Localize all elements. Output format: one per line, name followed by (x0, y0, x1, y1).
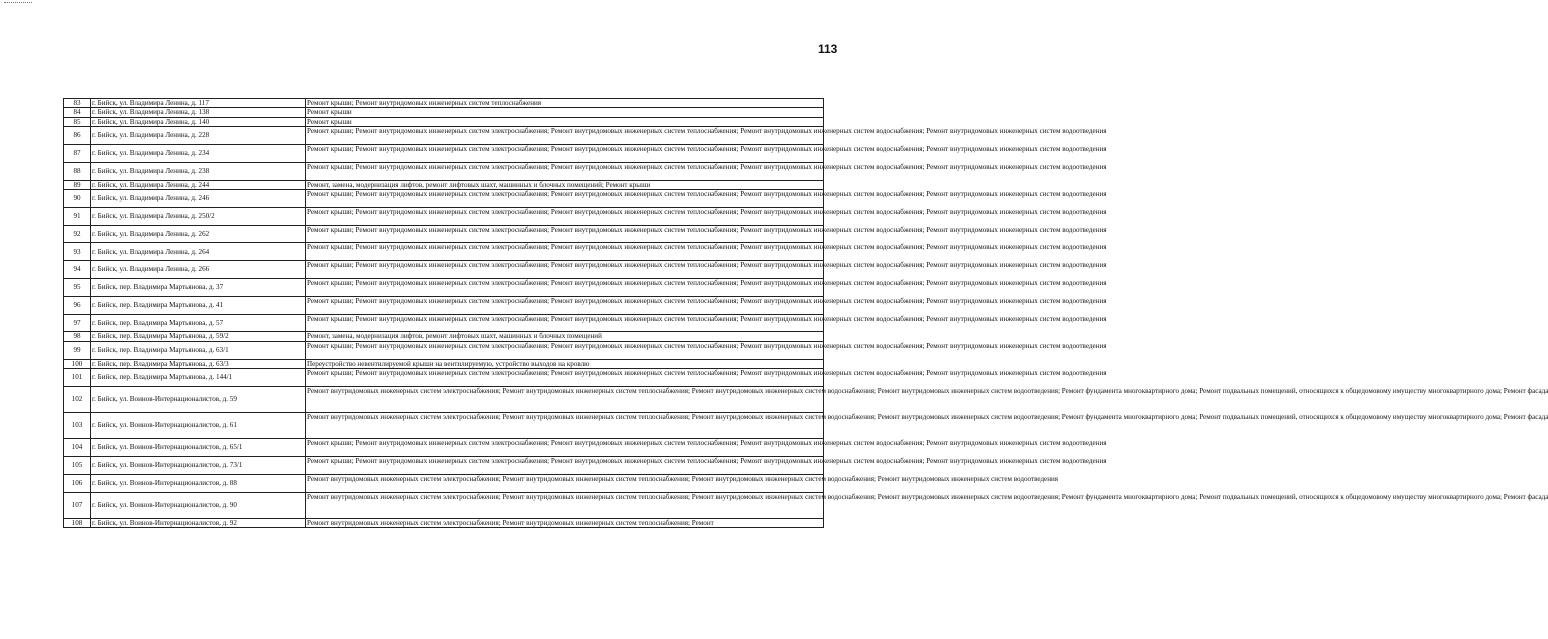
row-address: г. Бийск, ул. Владимира Ленина, д. 138 (91, 108, 306, 117)
table-row (64, 296, 824, 314)
row-work-types (306, 341, 1107, 359)
row-work-types (306, 117, 824, 126)
row-number: 83 (64, 99, 91, 108)
table-row (64, 332, 824, 341)
row-work-text: Ремонт крыши; Ремонт внутридомовых инженерных систем электроснабжения; Ремонт внутридомовых инженерных систем теплоснабжения; Ремонт внутридомовых инженерных систем водоснабжения; Ремонт внутридомовых инженерных систем водоотведения (307, 207, 1107, 216)
table-row (64, 190, 824, 208)
row-work-text: Ремонт крыши; Ремонт внутридомовых инженерных систем электроснабжения; Ремонт внутридомовых инженерных систем теплоснабжения; Ремонт внутридомовых инженерных систем водоснабжения; Ремонт внутридомовых инженерных систем водоотведения (307, 439, 1107, 448)
row-work-text: Ремонт крыши; Ремонт внутридомовых инженерных систем электроснабжения; Ремонт внутридомовых инженерных систем теплоснабжения; Ремонт внутридомовых инженерных систем водоснабжения; Ремонт внутридомовых инженерных систем водоотведения (307, 314, 1107, 323)
row-work-types (306, 369, 1107, 387)
row-work-text: Ремонт крыши; Ремонт внутридомовых инженерных систем электроснабжения; Ремонт внутридомовых инженерных систем теплоснабжения; Ремонт внутридомовых инженерных систем водоснабжения; Ремонт внутридомовых инженерных систем водоотведения (307, 190, 1107, 199)
row-number: 97 (64, 314, 91, 332)
row-address: г. Бийск, ул. Владимира Ленина, д. 228 (91, 127, 306, 145)
row-work-types (306, 314, 1107, 332)
row-address: г. Бийск, ул. Владимира Ленина, д. 246 (91, 190, 306, 208)
table-row (64, 492, 824, 518)
table-row (64, 279, 824, 297)
row-work-types (306, 456, 1107, 474)
row-address: г. Бийск, ул. Владимира Ленина, д. 117 (91, 99, 306, 108)
row-work-text: Ремонт крыши; Ремонт внутридомовых инженерных систем электроснабжения; Ремонт внутридомовых инженерных систем теплоснабжения; Ремонт внутридомовых инженерных систем водоснабжения; Ремонт внутридомовых инженерных систем водоотведения (307, 127, 1107, 136)
row-address: г. Бийск, ул. Владимира Ленина, д. 266 (91, 261, 306, 279)
row-address: г. Бийск, ул. Воинов-Интернационалистов, д. 88 (91, 474, 306, 492)
table-row (64, 261, 824, 279)
table-row (64, 518, 824, 527)
row-number: 85 (64, 117, 91, 126)
row-work-text: Ремонт внутридомовых инженерных систем электроснабжения; Ремонт внутридомовых инженерных систем теплоснабжения; Ремонт внутридомовых инженерных систем водоснабжения; Ремонт внутридомовых инженерных систем водоотведения (307, 474, 1059, 483)
row-address: г. Бийск, ул. Воинов-Интернационалистов, д. 61 (91, 412, 306, 438)
page-number: 113 (818, 42, 838, 56)
table-row (64, 99, 824, 108)
row-address: г. Бийск, ул. Воинов-Интернационалистов, д. 90 (91, 492, 306, 518)
row-work-types (306, 359, 824, 368)
row-work-types (306, 108, 824, 117)
row-number: 107 (64, 492, 91, 518)
row-number: 104 (64, 439, 91, 457)
table-row (64, 117, 824, 126)
row-work-types (306, 207, 1107, 225)
row-address: г. Бийск, ул. Владимира Ленина, д. 140 (91, 117, 306, 126)
row-number: 92 (64, 225, 91, 243)
table-row (64, 207, 824, 225)
table-row (64, 386, 824, 412)
table-row (64, 314, 824, 332)
row-number: 100 (64, 359, 91, 368)
row-number: 87 (64, 145, 91, 163)
row-work-text: Переустройство невентилируемой крыши на вентилируемую, устройство выходов на кровлю (307, 359, 590, 368)
row-work-types (306, 243, 1107, 261)
table-row (64, 243, 824, 261)
row-number: 90 (64, 190, 91, 208)
row-work-types (306, 261, 1107, 279)
row-address: г. Бийск, пер. Владимира Мартьянова, д. 59/2 (91, 332, 306, 341)
row-work-types (306, 225, 1107, 243)
row-number: 106 (64, 474, 91, 492)
row-number: 99 (64, 341, 91, 359)
row-work-types (306, 518, 824, 527)
row-address: г. Бийск, пер. Владимира Мартьянова, д. 144/1 (91, 369, 306, 387)
table-row (64, 359, 824, 368)
row-address: г. Бийск, пер. Владимира Мартьянова, д. 41 (91, 296, 306, 314)
row-work-text: Ремонт крыши; Ремонт внутридомовых инженерных систем электроснабжения; Ремонт внутридомовых инженерных систем теплоснабжения; Ремонт внутридомовых инженерных систем водоснабжения; Ремонт внутридомовых инженерных систем водоотведения (307, 145, 1107, 154)
row-number: 86 (64, 127, 91, 145)
row-address: г. Бийск, пер. Владимира Мартьянова, д. 57 (91, 314, 306, 332)
row-work-types (306, 99, 824, 108)
row-work-types (306, 145, 1107, 163)
row-address: г. Бийск, пер. Владимира Мартьянова, д. 63/1 (91, 341, 306, 359)
row-number: 93 (64, 243, 91, 261)
row-work-types (306, 439, 1107, 457)
row-work-types (306, 492, 1548, 518)
row-work-text: Ремонт крыши; Ремонт внутридомовых инженерных систем электроснабжения; Ремонт внутридомовых инженерных систем теплоснабжения; Ремонт внутридомовых инженерных систем водоснабжения; Ремонт внутридомовых инженерных систем водоотведения (307, 296, 1107, 305)
row-number: 98 (64, 332, 91, 341)
row-address: г. Бийск, пер. Владимира Мартьянова, д. 63/3 (91, 359, 306, 368)
table-row (64, 369, 824, 387)
row-number: 84 (64, 108, 91, 117)
row-work-text: Ремонт крыши (307, 117, 352, 126)
houses-repair-table (63, 98, 1548, 528)
row-number: 94 (64, 261, 91, 279)
row-work-text: Ремонт, замена, модернизация лифтов, ремонт лифтовых шахт, машинных и блочных помещений; Ремонт крыши (307, 180, 651, 189)
row-work-text: Ремонт внутридомовых инженерных систем электроснабжения; Ремонт внутридомовых инженерных систем теплоснабжения; Ремонт (307, 518, 714, 527)
row-work-text: Ремонт крыши; Ремонт внутридомовых инженерных систем электроснабжения; Ремонт внутридомовых инженерных систем теплоснабжения; Ремонт внутридомовых инженерных систем водоснабжения; Ремонт внутридомовых инженерных систем водоотведения (307, 456, 1107, 465)
row-work-text: Ремонт крыши; Ремонт внутридомовых инженерных систем электроснабжения; Ремонт внутридомовых инженерных систем теплоснабжения; Ремонт внутридомовых инженерных систем водоснабжения; Ремонт внутридомовых инженерных систем водоотведения (307, 341, 1107, 350)
table-row (64, 474, 824, 492)
scan-artifact (4, 2, 32, 4)
row-address: г. Бийск, ул. Владимира Ленина, д. 250/2 (91, 207, 306, 225)
row-address: г. Бийск, ул. Владимира Ленина, д. 264 (91, 243, 306, 261)
row-work-text: Ремонт крыши (307, 108, 352, 117)
row-number: 88 (64, 162, 91, 180)
row-address: г. Бийск, ул. Воинов-Интернационалистов, д. 92 (91, 518, 306, 527)
row-work-text: Ремонт внутридомовых инженерных систем электроснабжения; Ремонт внутридомовых инженерных систем теплоснабжения; Ремонт внутридомовых инженерных систем водоснабжения; Ремонт внутридомовых инженерных систем водоотведения; Ремонт фундамента многоквартирного дома; Ремонт подвальных помещений, относящихся к общедомовому имуществу многоквартирного дома; Ремонт фасада (307, 492, 1548, 501)
row-number: 95 (64, 279, 91, 297)
row-number: 103 (64, 412, 91, 438)
row-address: г. Бийск, ул. Владимира Ленина, д. 262 (91, 225, 306, 243)
row-work-types (306, 279, 1107, 297)
row-address: г. Бийск, ул. Воинов-Интернационалистов, д. 59 (91, 386, 306, 412)
table-row (64, 127, 824, 145)
table-row (64, 108, 824, 117)
table-row (64, 180, 824, 189)
row-address: г. Бийск, ул. Воинов-Интернационалистов, д. 73/1 (91, 456, 306, 474)
table-row (64, 456, 824, 474)
row-work-text: Ремонт крыши; Ремонт внутридомовых инженерных систем электроснабжения; Ремонт внутридомовых инженерных систем теплоснабжения; Ремонт внутридомовых инженерных систем водоснабжения; Ремонт внутридомовых инженерных систем водоотведения (307, 261, 1107, 270)
row-number: 89 (64, 180, 91, 189)
row-address: г. Бийск, ул. Воинов-Интернационалистов, д. 65/1 (91, 439, 306, 457)
table-row (64, 439, 824, 457)
row-work-types (306, 190, 1107, 208)
row-work-text: Ремонт крыши; Ремонт внутридомовых инженерных систем электроснабжения; Ремонт внутридомовых инженерных систем теплоснабжения; Ремонт внутридомовых инженерных систем водоснабжения; Ремонт внутридомовых инженерных систем водоотведения (307, 243, 1107, 252)
row-work-text: Ремонт крыши; Ремонт внутридомовых инженерных систем электроснабжения; Ремонт внутридомовых инженерных систем теплоснабжения; Ремонт внутридомовых инженерных систем водоснабжения; Ремонт внутридомовых инженерных систем водоотведения (307, 369, 1107, 377)
row-number: 96 (64, 296, 91, 314)
row-number: 102 (64, 386, 91, 412)
row-work-types (306, 386, 1548, 412)
row-address: г. Бийск, ул. Владимира Ленина, д. 234 (91, 145, 306, 163)
row-work-types (306, 162, 1107, 180)
row-number: 91 (64, 207, 91, 225)
row-number: 108 (64, 518, 91, 527)
row-work-text: Ремонт внутридомовых инженерных систем электроснабжения; Ремонт внутридомовых инженерных систем теплоснабжения; Ремонт внутридомовых инженерных систем водоснабжения; Ремонт внутридомовых инженерных систем водоотведения; Ремонт фундамента многоквартирного дома; Ремонт подвальных помещений, относящихся к общедомовому имуществу многоквартирного дома; Ремонт фасада (307, 412, 1548, 421)
row-work-types (306, 474, 1059, 492)
row-number: 101 (64, 369, 91, 387)
row-address: г. Бийск, ул. Владимира Ленина, д. 244 (91, 180, 306, 189)
row-work-text: Ремонт крыши; Ремонт внутридомовых инженерных систем электроснабжения; Ремонт внутридомовых инженерных систем теплоснабжения; Ремонт внутридомовых инженерных систем водоснабжения; Ремонт внутридомовых инженерных систем водоотведения (307, 279, 1107, 287)
row-work-text: Ремонт крыши; Ремонт внутридомовых инженерных систем электроснабжения; Ремонт внутридомовых инженерных систем теплоснабжения; Ремонт внутридомовых инженерных систем водоснабжения; Ремонт внутридомовых инженерных систем водоотведения (307, 225, 1107, 234)
table-row (64, 145, 824, 163)
row-work-text: Ремонт внутридомовых инженерных систем электроснабжения; Ремонт внутридомовых инженерных систем теплоснабжения; Ремонт внутридомовых инженерных систем водоснабжения; Ремонт внутридомовых инженерных систем водоотведения; Ремонт фундамента многоквартирного дома; Ремонт подвальных помещений, относящихся к общедомовому имуществу многоквартирного дома; Ремонт фасада (307, 386, 1548, 395)
row-work-text: Ремонт крыши; Ремонт внутридомовых инженерных систем теплоснабжения (307, 99, 542, 107)
row-work-types (306, 332, 824, 341)
row-address: г. Бийск, пер. Владимира Мартьянова, д. 37 (91, 279, 306, 297)
row-work-text: Ремонт, замена, модернизация лифтов, ремонт лифтовых шахт, машинных и блочных помещений (307, 332, 602, 341)
table-row (64, 225, 824, 243)
row-address: г. Бийск, ул. Владимира Ленина, д. 238 (91, 162, 306, 180)
row-work-types (306, 296, 1107, 314)
table-row (64, 341, 824, 359)
table-row (64, 412, 824, 438)
row-work-text: Ремонт крыши; Ремонт внутридомовых инженерных систем электроснабжения; Ремонт внутридомовых инженерных систем теплоснабжения; Ремонт внутридомовых инженерных систем водоснабжения; Ремонт внутридомовых инженерных систем водоотведения (307, 162, 1107, 171)
row-work-types (306, 180, 824, 189)
table-row (64, 162, 824, 180)
row-work-types (306, 127, 1107, 145)
row-work-types (306, 412, 1548, 438)
row-number: 105 (64, 456, 91, 474)
